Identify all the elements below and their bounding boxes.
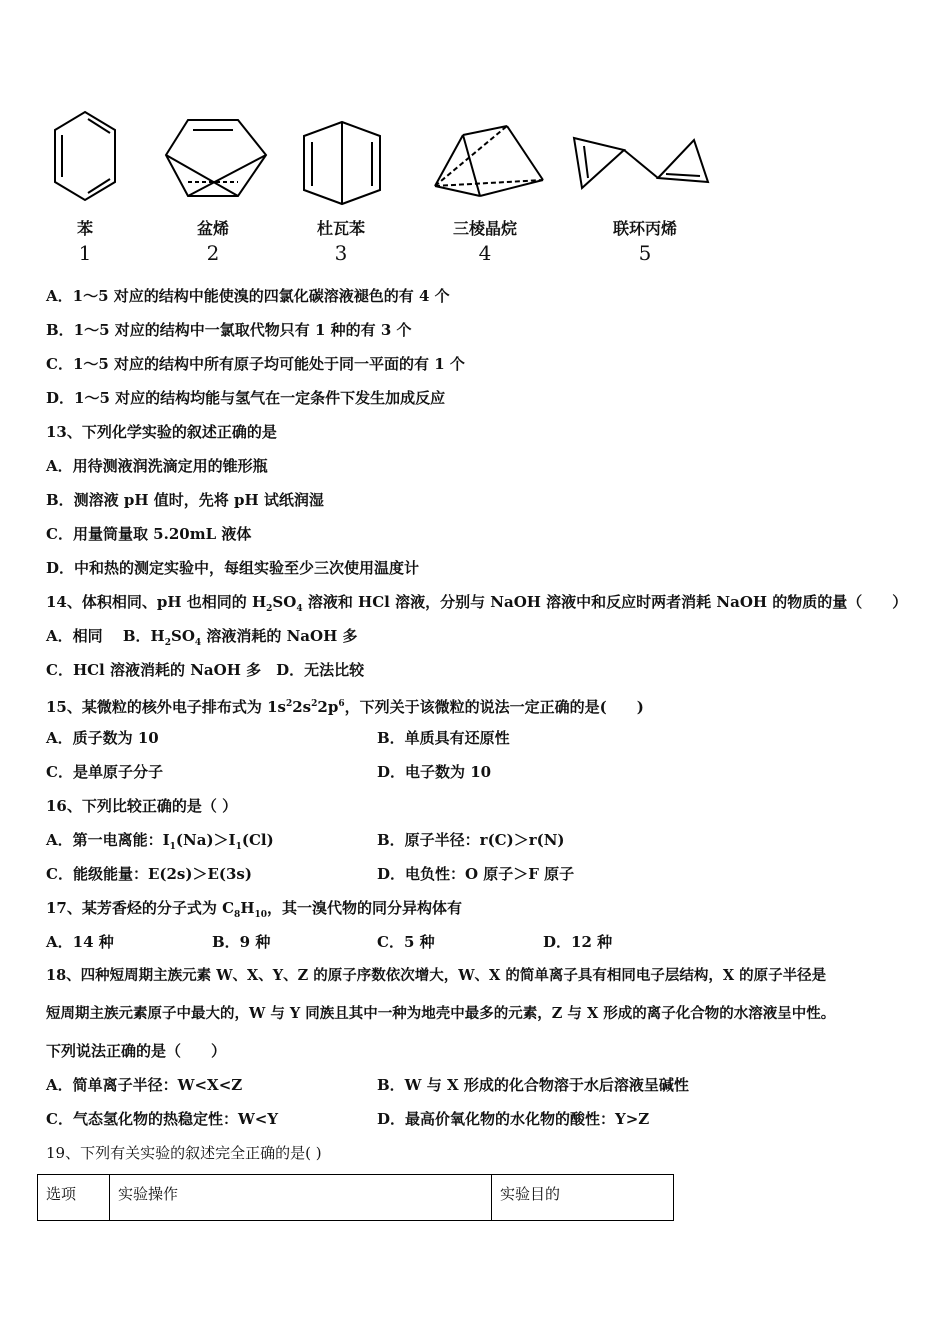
q18-option-c: C．气态氢化物的热稳定性：W<Y [46,1110,279,1128]
q16-option-c: C．能级能量：E(2s)＞E(3s) [46,865,252,883]
figure-name: 苯 [76,219,93,238]
figure-dewar-benzene [290,100,420,270]
figure-number: 2 [206,241,220,265]
q15-option-d: D．电子数为 10 [377,763,492,781]
bicyclopropenyl-structure-icon [570,100,720,215]
figure-name: 盆烯 [196,219,229,238]
figure-prismane [425,100,555,270]
q17-option-d: D．12 种 [543,933,613,951]
q16-option-a: A．第一电离能：$I_1(Na)>I_1(Cl)$ [46,831,274,852]
figure-number: 4 [478,241,492,265]
q18-option-a: A．简单离子半径：W<X<Z [46,1076,243,1094]
q17-option-b: B．9 种 [212,933,271,951]
q13-option-a: A．用待测液润洗滴定用的锥形瓶 [46,457,268,475]
figure-name: 联环丙烯 [612,219,677,238]
figure-benzvalene [148,100,278,270]
q13-option-b: B．测溶液 pH 值时，先将 pH 试纸润湿 [46,491,324,509]
q13-option-c: C．用量筒量取 5.20mL 液体 [46,525,252,543]
q18-stem-line3: 下列说法正确的是（ ） [46,1042,227,1060]
figure-number: 5 [638,241,652,265]
q14-options-ab: A．相同 B．$H_2SO_4$ 溶液消耗的 NaOH 多 [46,627,358,648]
q15-stem: 15、某微粒的核外电子排布式为 $1s^22s^22p^6$，下列关于该微粒的说法一定正确的是( ) [46,698,644,716]
q12-option-d: D．1～5 对应的结构均能与氢气在一定条件下发生加成反应 [46,389,446,407]
q13-stem: 13、下列化学实验的叙述正确的是 [46,423,277,441]
q18-stem-line1: 18、四种短周期主族元素 W、X、Y、Z 的原子序数依次增大，W、X 的简单离子具有相同电子层结构，X 的原子半径是 [46,967,827,984]
q16-stem: 16、下列比较正确的是（ ） [46,797,238,815]
figure-number: 3 [334,241,348,265]
q15-option-c: C．是单原子分子 [46,763,163,781]
table-header-cell: 实验操作 [110,1175,492,1221]
q19-table [37,1174,674,1221]
q16-option-b: B．原子半径：r(C)＞r(N) [377,831,565,849]
figure-name: 杜瓦苯 [316,219,365,238]
figure-name: 三棱晶烷 [452,219,517,238]
q17-option-c: C．5 种 [377,933,435,951]
table-header-cell: 实验目的 [492,1175,674,1221]
figure-number: 1 [78,241,92,265]
q19-stem: 19、下列有关实验的叙述完全正确的是( ) [46,1144,322,1162]
q15-option-a: A．质子数为 10 [46,729,159,747]
q12-option-b: B．1～5 对应的结构中一氯取代物只有 1 种的有 3 个 [46,321,412,339]
q12-option-c: C．1～5 对应的结构中所有原子均可能处于同一平面的有 1 个 [46,355,465,373]
prismane-structure-icon [425,100,555,215]
figure-bicyclopropenyl [570,100,700,270]
structure-figures [40,100,740,270]
q16-option-d: D．电负性：O 原子＞F 原子 [377,865,575,883]
q12-option-a: A．1～5 对应的结构中能使溴的四氯化碳溶液褪色的有 4 个 [46,287,450,305]
table-header-row [38,1175,674,1221]
q17-option-a: A．14 种 [46,933,114,951]
q14-stem: 14、体积相同、pH 也相同的 $H_2SO_4$ 溶液和 HCl 溶液，分别与 NaOH 溶液中和反应时两者消耗 NaOH 的物质的量（ ） [46,593,908,614]
q18-option-b: B．W 与 X 形成的化合物溶于水后溶液呈碱性 [377,1076,689,1094]
q14-options-cd: C．HCl 溶液消耗的 NaOH 多 D．无法比较 [46,661,365,679]
benzvalene-structure-icon [148,100,278,215]
dewar-benzene-structure-icon [290,100,420,215]
q17-stem: 17、某芳香烃的分子式为 $C_8H_{10}$，其一溴代物的同分异构体有 [46,899,463,920]
q13-option-d: D．中和热的测定实验中，每组实验至少三次使用温度计 [46,559,420,577]
q18-option-d: D．最高价氧化物的水化物的酸性：Y>Z [377,1110,650,1128]
q18-stem-line2: 短周期主族元素原子中最大的，W 与 Y 同族且其中一种为地壳中最多的元素，Z 与 X 形成的离子化合物的水溶液呈中性。 [46,1005,836,1022]
q15-option-b: B．单质具有还原性 [377,729,510,747]
table-header-cell: 选项 [38,1175,110,1221]
